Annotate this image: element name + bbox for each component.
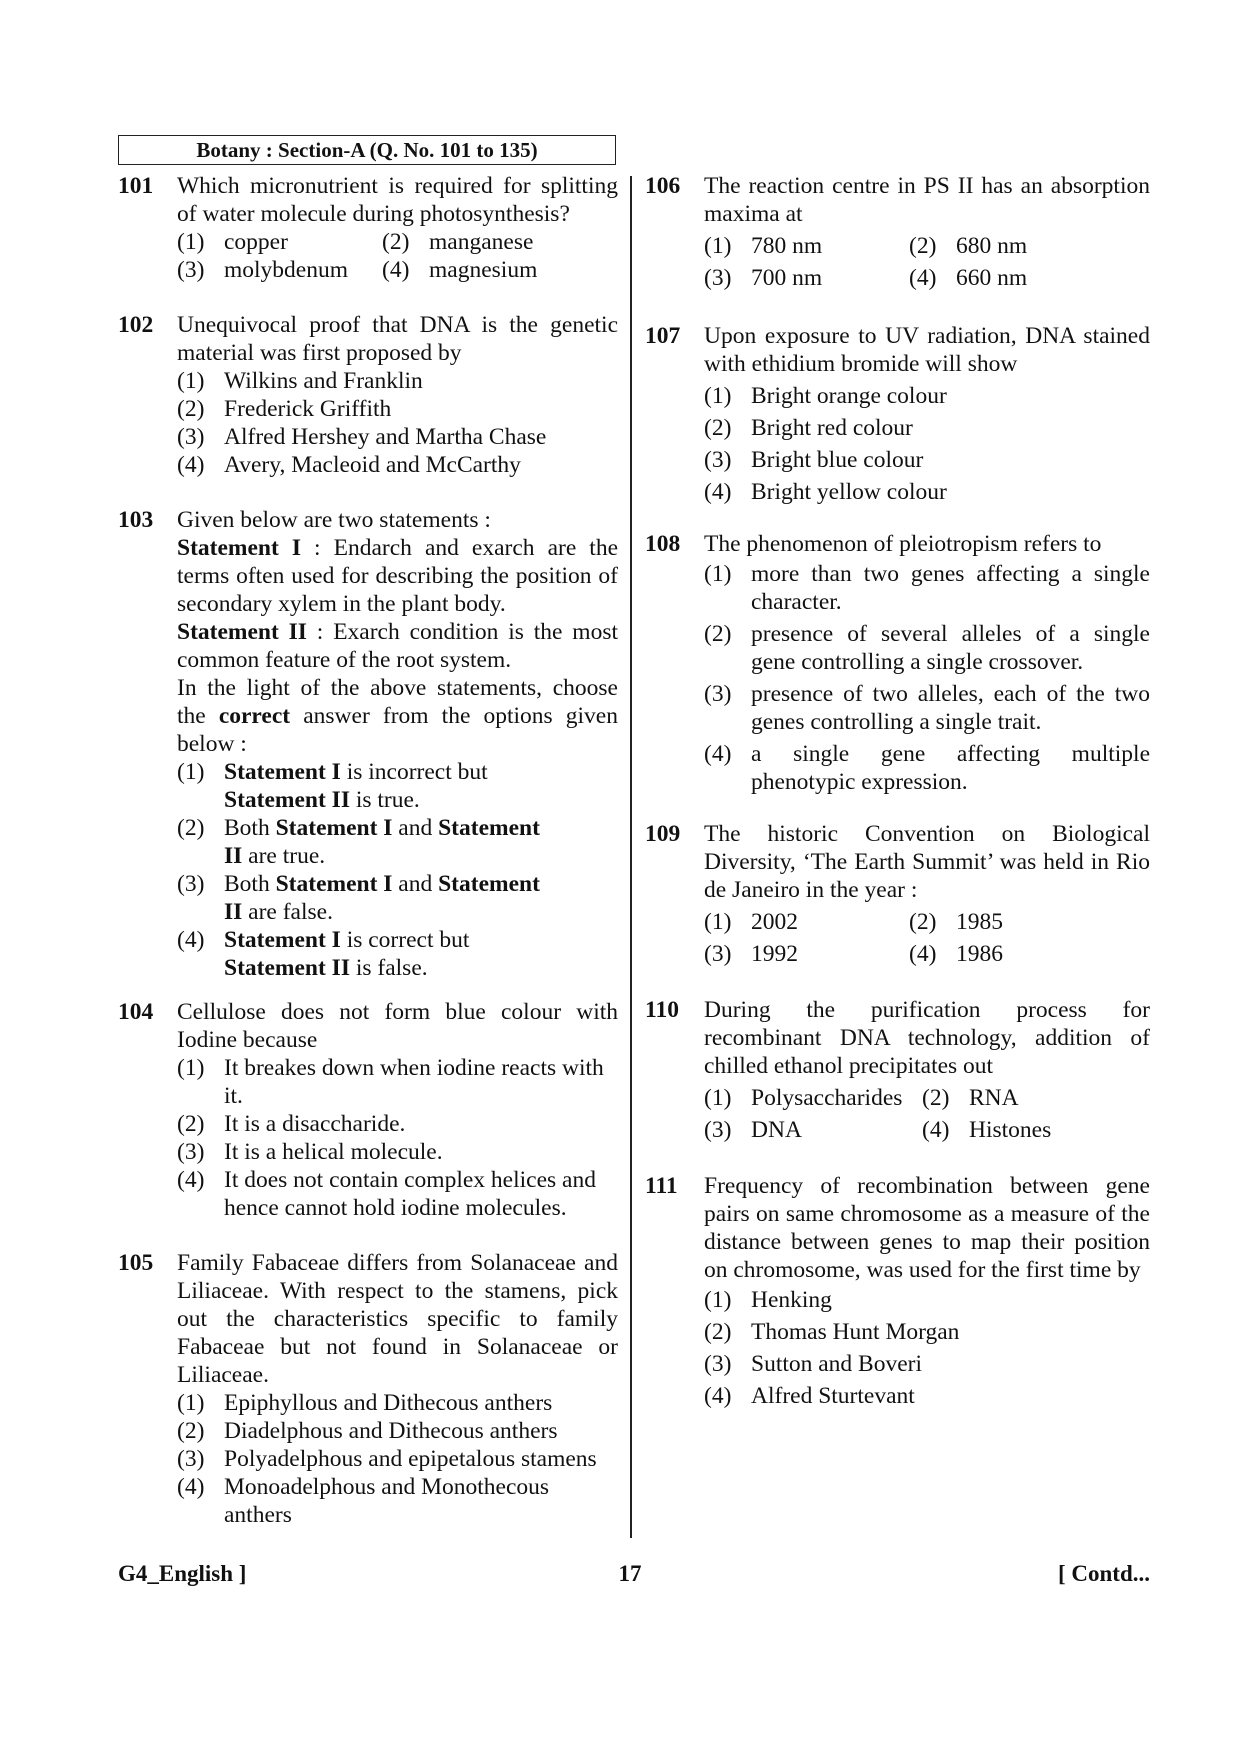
options xyxy=(704,1084,1150,1148)
option-2 xyxy=(177,814,564,870)
option-text: Bright yellow colour xyxy=(751,479,947,505)
option-text: are false. xyxy=(242,899,333,925)
option-text: RNA xyxy=(969,1085,1019,1111)
option-4 xyxy=(909,264,1150,292)
option-2 xyxy=(704,414,1150,442)
question-instruction xyxy=(177,674,618,758)
option-number: (3) xyxy=(177,424,205,450)
option-text: presence of several alleles of a single gene controlling a single crossover. xyxy=(751,621,1150,675)
question-101 xyxy=(118,172,618,284)
option-3 xyxy=(177,423,618,451)
option-text: are true. xyxy=(242,843,326,869)
option-number: (4) xyxy=(909,941,937,967)
question-text: The reaction centre in PS II has an absorption maxima at xyxy=(704,173,1150,227)
instruction-text: In the light of the above statements, choose the xyxy=(177,675,618,729)
option-number: (2) xyxy=(177,396,205,422)
question-104 xyxy=(118,998,618,1222)
option-number: (2) xyxy=(704,415,732,441)
option-text: Wilkins and Franklin xyxy=(224,368,423,394)
option-4 xyxy=(922,1116,1150,1144)
question-number: 111 xyxy=(645,1173,678,1199)
question-110 xyxy=(645,996,1150,1148)
option-1 xyxy=(704,382,1150,410)
option-1 xyxy=(704,560,1150,616)
option-number: (2) xyxy=(177,1111,205,1137)
question-106 xyxy=(645,172,1150,296)
option-4 xyxy=(704,740,1150,796)
question-number: 106 xyxy=(645,173,681,199)
option-3 xyxy=(704,1116,922,1144)
options xyxy=(704,908,1150,972)
option-1 xyxy=(177,367,618,395)
option-2 xyxy=(382,228,618,256)
option-3 xyxy=(704,940,909,968)
instruction-emphasis: correct xyxy=(218,703,291,729)
question-number: 104 xyxy=(118,999,154,1025)
option-text: Statement II xyxy=(224,787,350,813)
option-number: (2) xyxy=(704,621,732,647)
option-text: It is a disaccharide. xyxy=(224,1111,406,1137)
statement-1 xyxy=(177,534,618,618)
footer-booklet-code: G4_English ] xyxy=(118,1561,247,1586)
option-1 xyxy=(177,1389,618,1417)
question-number: 105 xyxy=(118,1250,154,1276)
option-3 xyxy=(704,446,1150,474)
options xyxy=(177,228,618,284)
instruction-text: answer from the options given below : xyxy=(177,703,618,757)
option-number: (4) xyxy=(177,927,205,953)
option-text: molybdenum xyxy=(224,257,349,283)
option-text: 680 nm xyxy=(956,233,1028,259)
options xyxy=(704,560,1150,796)
option-text: Both xyxy=(224,815,276,841)
option-3 xyxy=(177,256,382,284)
question-text: The historic Convention on Biological Diversity, ‘The Earth Summit’ was held in Rio de Janeiro in the year : xyxy=(704,821,1150,903)
option-number: (1) xyxy=(704,233,732,259)
question-text: Cellulose does not form blue colour with Iodine because xyxy=(177,999,618,1053)
question-number: 102 xyxy=(118,312,154,338)
option-number: (3) xyxy=(704,941,732,967)
option-text: Epiphyllous and Dithecous anthers xyxy=(224,1390,553,1416)
option-number: (2) xyxy=(922,1085,950,1111)
statement-2 xyxy=(177,618,618,674)
option-text: Polyadelphous and epipetalous stamens xyxy=(224,1446,597,1472)
option-text: a single gene affecting multiple phenotypic expression. xyxy=(751,741,1150,795)
option-text: Statement II xyxy=(224,871,540,925)
option-number: (2) xyxy=(909,909,937,935)
option-number: (4) xyxy=(177,1474,205,1500)
option-text: more than two genes affecting a single character. xyxy=(751,561,1150,615)
question-number: 107 xyxy=(645,323,681,349)
question-text: Family Fabaceae differs from Solanaceae and Liliaceae. With respect to the stamens, pick out the characteristics specific to family Fabaceae but not found in Solanaceae or Liliaceae. xyxy=(177,1250,618,1388)
option-4 xyxy=(177,1166,618,1222)
question-text: The phenomenon of pleiotropism refers to xyxy=(704,531,1102,557)
left-column xyxy=(118,172,618,1529)
option-text: Statement I xyxy=(224,759,341,785)
option-number: (3) xyxy=(704,681,732,707)
option-text: Avery, Macleoid and McCarthy xyxy=(224,452,521,478)
option-text: presence of two alleles, each of the two genes controlling a single trait. xyxy=(751,681,1150,735)
option-4 xyxy=(909,940,1150,968)
option-text: Bright blue colour xyxy=(751,447,924,473)
question-number: 103 xyxy=(118,507,154,533)
option-text: Monoadelphous and Monothecous anthers xyxy=(224,1474,550,1528)
option-1 xyxy=(704,232,909,260)
option-text: 2002 xyxy=(751,909,798,935)
option-number: (2) xyxy=(909,233,937,259)
options xyxy=(177,367,618,479)
option-1 xyxy=(704,1286,1150,1314)
option-text: Bright orange colour xyxy=(751,383,947,409)
statement-1-label: Statement I xyxy=(177,535,301,561)
option-number: (2) xyxy=(704,1319,732,1345)
option-text: Polysaccharides xyxy=(751,1085,903,1111)
option-number: (1) xyxy=(177,1390,205,1416)
question-number: 109 xyxy=(645,821,681,847)
option-3 xyxy=(704,680,1150,736)
option-1 xyxy=(177,228,382,256)
option-number: (1) xyxy=(177,368,205,394)
option-number: (1) xyxy=(704,561,732,587)
question-number: 110 xyxy=(645,997,679,1023)
question-intro: Given below are two statements : xyxy=(177,507,491,533)
statement-1-text: : Endarch and exarch are the terms often used for describing the position of secondary xylem in the plant body. xyxy=(177,535,619,617)
option-2 xyxy=(909,908,1150,936)
option-number: (1) xyxy=(704,1085,732,1111)
question-103 xyxy=(118,506,618,982)
option-4 xyxy=(704,1382,1150,1410)
option-number: (2) xyxy=(177,815,205,841)
option-number: (4) xyxy=(909,265,937,291)
question-text: Frequency of recombination between gene pairs on same chromosome as a measure of the distance between genes to map their position on chromosome, was used for the first time by xyxy=(704,1173,1150,1283)
option-2 xyxy=(704,1318,1150,1346)
option-text: Histones xyxy=(969,1117,1052,1143)
option-number: (4) xyxy=(177,452,205,478)
option-2 xyxy=(909,232,1150,260)
option-number: (1) xyxy=(704,1287,732,1313)
options xyxy=(704,232,1150,296)
option-number: (1) xyxy=(177,1055,205,1081)
option-text: 780 nm xyxy=(751,233,823,259)
option-text: Statement I xyxy=(275,815,393,841)
question-105 xyxy=(118,1249,618,1529)
option-number: (3) xyxy=(177,1139,205,1165)
option-text: Frederick Griffith xyxy=(224,396,392,422)
option-text: Alfred Hershey and Martha Chase xyxy=(224,424,547,450)
option-3 xyxy=(704,1350,1150,1378)
option-text: and xyxy=(392,871,439,897)
option-text: Statement I xyxy=(224,927,341,953)
option-text: 700 nm xyxy=(751,265,823,291)
option-number: (2) xyxy=(177,1418,205,1444)
option-text: 660 nm xyxy=(956,265,1028,291)
option-2 xyxy=(922,1084,1150,1112)
option-number: (1) xyxy=(704,383,732,409)
options xyxy=(177,1389,618,1529)
option-text: is correct but xyxy=(340,927,470,953)
option-number: (1) xyxy=(177,229,205,255)
option-text: magnesium xyxy=(429,257,538,283)
option-number: (3) xyxy=(704,1117,732,1143)
question-107 xyxy=(645,322,1150,506)
option-number: (4) xyxy=(177,1167,205,1193)
option-number: (1) xyxy=(177,759,205,785)
option-text: Henking xyxy=(751,1287,832,1313)
question-text: Which micronutrient is required for splitting of water molecule during photosynthesis? xyxy=(177,173,618,227)
option-4 xyxy=(177,1473,618,1529)
question-111 xyxy=(645,1172,1150,1410)
question-text: Upon exposure to UV radiation, DNA stained with ethidium bromide will show xyxy=(704,323,1150,377)
question-108 xyxy=(645,530,1150,796)
option-text: It breakes down when iodine reacts with it. xyxy=(224,1055,604,1109)
options xyxy=(177,758,618,982)
option-2 xyxy=(704,620,1150,676)
question-text: During the purification process for recombinant DNA technology, addition of chilled ethanol precipitates out xyxy=(704,997,1150,1079)
option-text: is true. xyxy=(349,787,420,813)
option-text: is false. xyxy=(349,955,428,981)
option-number: (4) xyxy=(704,741,732,767)
option-4 xyxy=(704,478,1150,506)
option-number: (3) xyxy=(177,1446,205,1472)
option-number: (3) xyxy=(704,265,732,291)
option-number: (4) xyxy=(704,479,732,505)
option-4 xyxy=(177,451,618,479)
option-text: copper xyxy=(224,229,288,255)
option-3 xyxy=(704,264,909,292)
option-1 xyxy=(177,758,524,814)
option-number: (3) xyxy=(177,257,205,283)
question-text: Unequivocal proof that DNA is the genetic material was first proposed by xyxy=(177,312,618,366)
option-text: manganese xyxy=(429,229,534,255)
option-text: 1986 xyxy=(956,941,1003,967)
option-2 xyxy=(177,1110,618,1138)
option-text: Statement I xyxy=(275,871,393,897)
option-text: It is a helical molecule. xyxy=(224,1139,443,1165)
option-text: 1992 xyxy=(751,941,798,967)
section-header: Botany : Section-A (Q. No. 101 to 135) xyxy=(118,135,616,165)
option-number: (1) xyxy=(704,909,732,935)
option-2 xyxy=(177,1417,618,1445)
footer-page-number: 17 xyxy=(618,1561,642,1586)
option-number: (4) xyxy=(704,1383,732,1409)
option-text: Diadelphous and Dithecous anthers xyxy=(224,1418,558,1444)
option-text: Thomas Hunt Morgan xyxy=(751,1319,960,1345)
question-102 xyxy=(118,311,618,479)
statement-2-text: : Exarch condition is the most common feature of the root system. xyxy=(177,619,618,673)
options xyxy=(704,382,1150,506)
option-text: Alfred Sturtevant xyxy=(751,1383,915,1409)
option-text: Bright red colour xyxy=(751,415,913,441)
option-1 xyxy=(704,908,909,936)
right-column xyxy=(645,172,1150,1414)
option-4 xyxy=(177,926,524,982)
option-number: (4) xyxy=(922,1117,950,1143)
option-2 xyxy=(177,395,618,423)
option-number: (3) xyxy=(177,871,205,897)
option-number: (2) xyxy=(382,229,410,255)
question-number: 101 xyxy=(118,173,154,199)
option-number: (3) xyxy=(704,1351,732,1377)
question-number: 108 xyxy=(645,531,681,557)
option-text: is incorrect but xyxy=(340,759,488,785)
option-text: Sutton and Boveri xyxy=(751,1351,923,1377)
option-3 xyxy=(177,870,564,926)
option-number: (3) xyxy=(704,447,732,473)
option-text: DNA xyxy=(751,1117,802,1143)
option-text: It does not contain complex helices and hence cannot hold iodine molecules. xyxy=(224,1167,596,1221)
option-text: 1985 xyxy=(956,909,1003,935)
footer-continued: [ Contd... xyxy=(1057,1561,1150,1586)
options xyxy=(704,1286,1150,1410)
option-text: and xyxy=(392,815,439,841)
option-text: Statement II xyxy=(224,815,540,869)
option-3 xyxy=(177,1445,618,1473)
statement-2-label: Statement II xyxy=(177,619,307,645)
option-3 xyxy=(177,1138,618,1166)
option-1 xyxy=(704,1084,922,1112)
options xyxy=(177,1054,618,1222)
option-4 xyxy=(382,256,618,284)
option-1 xyxy=(177,1054,618,1110)
option-number: (4) xyxy=(382,257,410,283)
question-109 xyxy=(645,820,1150,972)
option-text: Both xyxy=(224,871,276,897)
option-text: Statement II xyxy=(224,955,350,981)
column-divider xyxy=(630,176,632,1538)
